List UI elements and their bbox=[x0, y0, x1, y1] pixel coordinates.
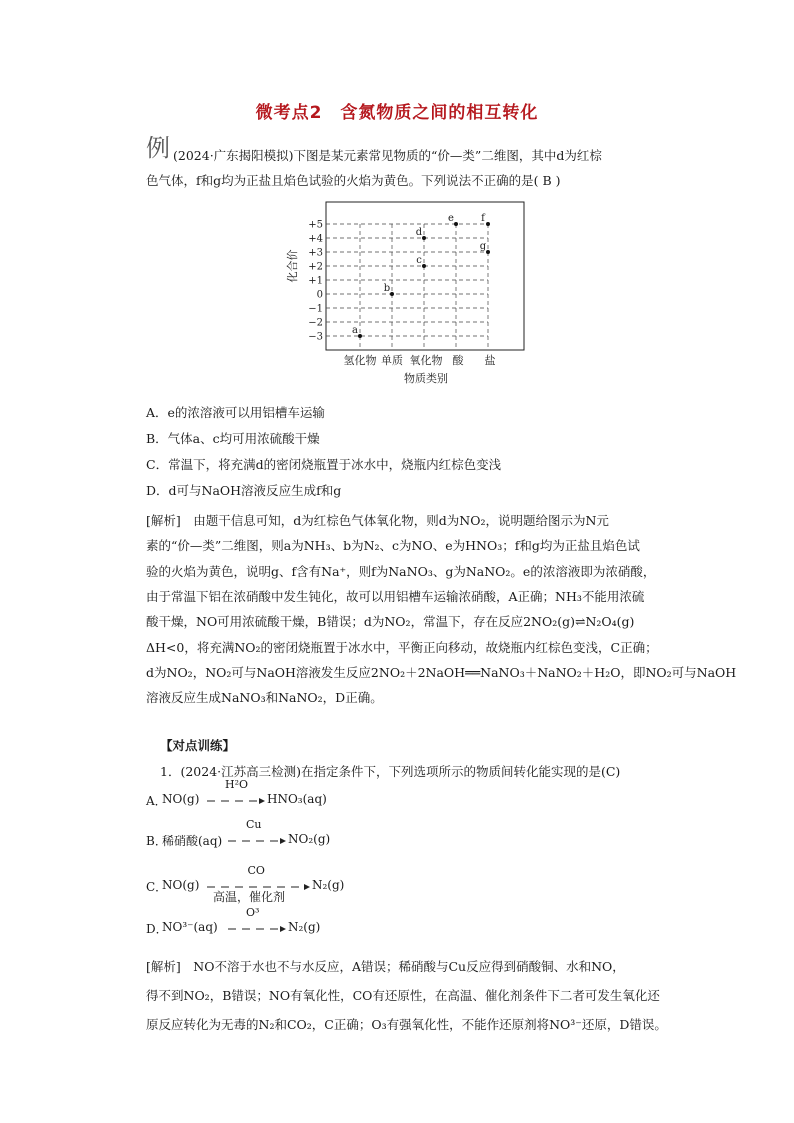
reactant: NO(g) bbox=[162, 878, 200, 892]
valence-class-chart bbox=[282, 198, 532, 388]
product: NO₂(g) bbox=[288, 832, 331, 846]
example-glyph: 例 bbox=[146, 134, 170, 162]
arrow-condition-below: 高温，催化剂 bbox=[213, 890, 286, 904]
point-label: c bbox=[416, 255, 422, 266]
x-category-label: 氧化物 bbox=[409, 354, 443, 367]
y-tick-label: −3 bbox=[308, 331, 323, 343]
arrow-condition-above: CO bbox=[247, 864, 265, 877]
y-tick-label: 0 bbox=[316, 289, 323, 301]
practice-option-row bbox=[146, 866, 566, 906]
reaction-arrow-icon bbox=[226, 836, 286, 846]
page-title: 微考点2 含氮物质之间的相互转化 bbox=[255, 103, 539, 123]
analysis-line: 验的火焰为黄色，说明g、f含有Na⁺，则f为NaNO₃、g为NaNO₂。e的浓溶液即为浓硝酸， bbox=[146, 563, 656, 579]
practice-option-row bbox=[146, 820, 566, 860]
analysis-line: 原反应转化为无毒的N₂和CO₂，C正确；O₃有强氧化性，不能作还原剂将NO³⁻还原，D错误。 bbox=[146, 1017, 667, 1032]
example-option: B．气体a、c均可用浓硫酸干燥 bbox=[146, 431, 320, 446]
x-category-label: 单质 bbox=[381, 354, 403, 367]
option-letter: C． bbox=[146, 880, 168, 894]
analysis-line: 酸干燥，NO可用浓硫酸干燥，B错误；d为NO₂，常温下，存在反应2NO₂(g)⇌N₂O₄(g) bbox=[146, 614, 635, 630]
analysis-line: ΔH<0，将充满NO₂的密闭烧瓶置于冰水中，平衡正向移动，故烧瓶内红棕色变浅，C正确； bbox=[146, 639, 658, 655]
analysis-line: 溶液反应生成NaNO₃和NaNO₂，D正确。 bbox=[146, 690, 383, 706]
analysis-line: d为NO₂，NO₂可与NaOH溶液发生反应2NO₂＋2NaOH══NaNO₃＋NaNO₂＋H₂O，即NO₂可与NaOH bbox=[146, 664, 737, 680]
reactant: NO(g) bbox=[162, 792, 200, 806]
product: HNO₃(aq) bbox=[267, 792, 327, 806]
data-point bbox=[454, 222, 458, 226]
x-category-label: 氢化物 bbox=[343, 354, 377, 367]
arrow-condition-above: O³ bbox=[246, 906, 260, 919]
analysis-line: 得不到NO₂，B错误；NO有氧化性，CO有还原性，在高温、催化剂条件下二者可发生氧化还 bbox=[146, 988, 660, 1003]
example-stem-line2: 色气体，f和g均为正盐且焰色试验的火焰为黄色。下列说法不正确的是( B ) bbox=[146, 173, 561, 188]
arrow-condition-above: Cu bbox=[246, 818, 262, 831]
reaction-arrow-icon bbox=[226, 924, 286, 934]
example-option: D．d可与NaOH溶液反应生成f和g bbox=[146, 483, 342, 498]
point-label: e bbox=[448, 213, 454, 224]
y-tick-label: +1 bbox=[308, 275, 323, 287]
data-point bbox=[358, 334, 362, 338]
product: N₂(g) bbox=[312, 878, 345, 892]
option-letter: A． bbox=[146, 794, 167, 808]
analysis-line: [解析] 由题干信息可知，d为红棕色气体氧化物，则d为NO₂，说明题给图示为N元 bbox=[146, 513, 609, 528]
x-category-label: 酸 bbox=[452, 354, 464, 367]
example-option: A．e的浓溶液可以用铝槽车运输 bbox=[146, 405, 325, 420]
practice-q1-stem: 1．(2024·江苏高三检测)在指定条件下，下列选项所示的物质间转化能实现的是(C) bbox=[160, 764, 621, 779]
reaction-arrow-icon bbox=[205, 796, 265, 806]
data-point bbox=[390, 292, 394, 296]
y-tick-label: +5 bbox=[308, 219, 323, 231]
y-tick-label: +3 bbox=[308, 247, 323, 259]
x-category-label: 盐 bbox=[484, 354, 496, 367]
point-label: d bbox=[415, 227, 423, 238]
practice-option-row bbox=[146, 908, 566, 948]
point-label: g bbox=[479, 241, 487, 252]
reactant: NO³⁻(aq) bbox=[162, 920, 218, 934]
option-letter: B． bbox=[146, 834, 167, 848]
example-option: C．常温下，将充满d的密闭烧瓶置于冰水中，烧瓶内红棕色变浅 bbox=[146, 457, 502, 472]
option-letter: D． bbox=[146, 922, 168, 936]
data-point bbox=[486, 250, 490, 254]
data-point bbox=[422, 236, 426, 240]
y-tick-label: −1 bbox=[308, 303, 323, 315]
y-tick-label: +2 bbox=[308, 261, 323, 273]
analysis-line: 由于常温下铝在浓硝酸中发生钝化，故可以用铝槽车运输浓硝酸，A正确；NH₃不能用浓硫 bbox=[146, 588, 645, 604]
y-tick-label: −2 bbox=[308, 317, 323, 329]
product: N₂(g) bbox=[288, 920, 321, 934]
point-label: a bbox=[352, 325, 358, 336]
analysis-line: [解析] NO不溶于水也不与水反应，A错误；稀硝酸与Cu反应得到硝酸铜、水和NO， bbox=[146, 959, 625, 974]
data-point bbox=[422, 264, 426, 268]
y-axis-title: 化合价 bbox=[286, 249, 299, 283]
y-tick-label: +4 bbox=[308, 233, 323, 245]
data-point bbox=[486, 222, 490, 226]
example-stem-line1: (2024·广东揭阳模拟)下图是某元素常见物质的“价—类”二维图，其中d为红棕 bbox=[173, 148, 602, 163]
x-axis-title: 物质类别 bbox=[404, 372, 448, 385]
practice-heading: 【对点训练】 bbox=[160, 738, 236, 753]
analysis-line: 素的“价—类”二维图，则a为NH₃、b为N₂、c为NO、e为HNO₃；f和g均为正盐且焰色试 bbox=[146, 538, 640, 554]
practice-option-row bbox=[146, 780, 566, 820]
point-label: f bbox=[481, 213, 485, 224]
arrow-condition-above: H²O bbox=[225, 778, 249, 791]
point-label: b bbox=[383, 283, 391, 294]
reactant: 稀硝酸(aq) bbox=[162, 834, 223, 848]
